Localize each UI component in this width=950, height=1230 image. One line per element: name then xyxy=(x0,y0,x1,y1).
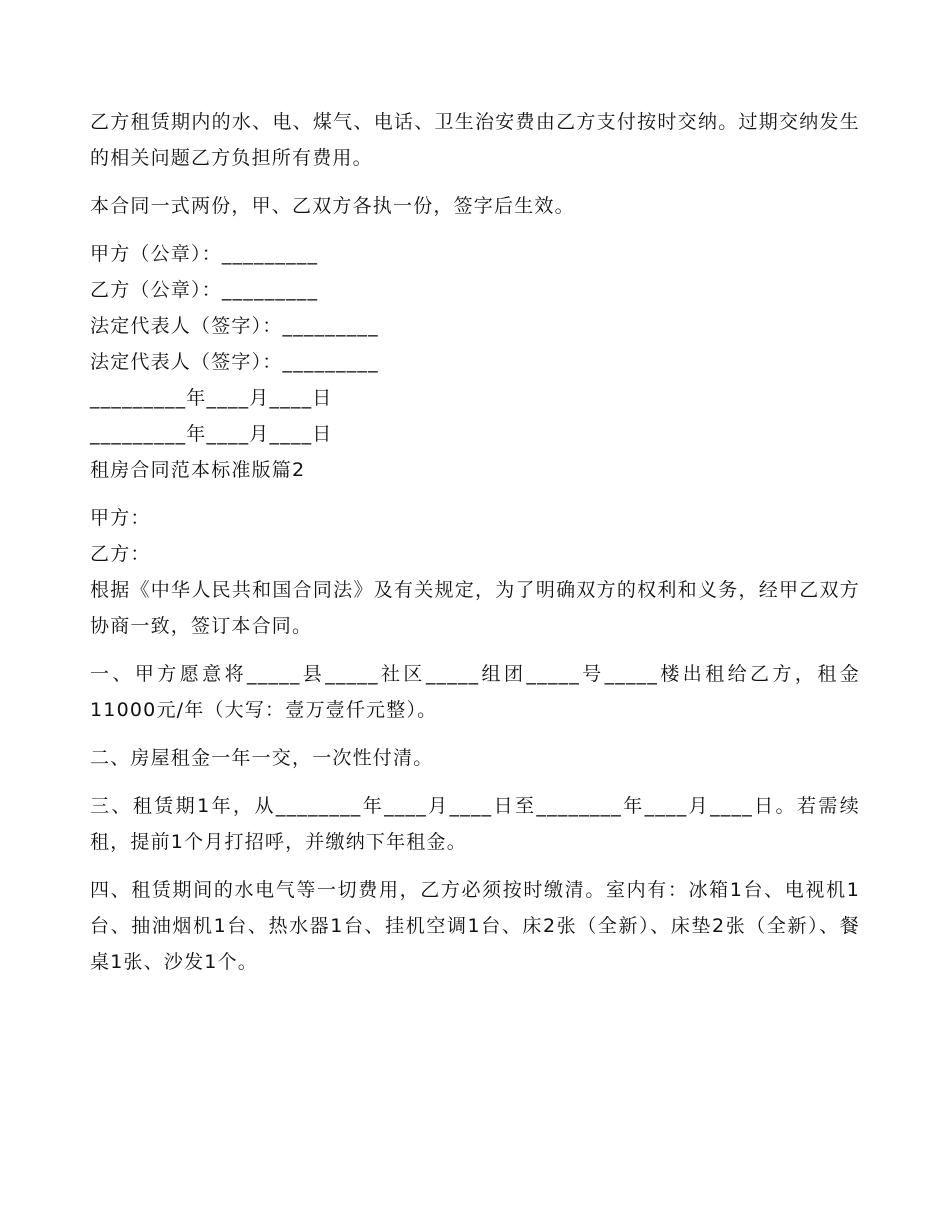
document-page xyxy=(90,104,860,992)
utilities-paragraph: 乙方租赁期内的水、电、煤气、电话、卫生治安费由乙方支付按时交纳。过期交纳发生的相关问题乙方负担所有费用。 xyxy=(90,111,860,169)
copies-paragraph: 本合同一式两份，甲、乙双方各执一份，签字后生效。 xyxy=(90,195,575,217)
party-b-label: 乙方： xyxy=(90,543,151,565)
clause-4: 四、租赁期间的水电气等一切费用，乙方必须按时缴清。室内有：冰箱1台、电视机1台、抽油烟机1台、热水器1台、挂机空调1台、床2张（全新）、床垫2张（全新）、餐桌1张、沙发1个。 xyxy=(90,879,860,973)
clause-2: 二、房屋租金一年一交，一次性付清。 xyxy=(90,747,434,769)
party-a-label: 甲方： xyxy=(90,507,151,529)
preamble-paragraph: 根据《中华人民共和国合同法》及有关规定，为了明确双方的权利和义务，经甲乙双方协商一致，签订本合同。 xyxy=(90,579,860,637)
legal-rep-signature-line: 法定代表人（签字）：_________ xyxy=(90,351,379,373)
legal-rep-signature-line: 法定代表人（签字）：_________ xyxy=(90,315,379,337)
date-line: _________年____月____日 xyxy=(90,423,333,445)
date-line: _________年____月____日 xyxy=(90,387,333,409)
signature-block xyxy=(90,236,860,452)
clause-1: 一、甲方愿意将_____县_____社区_____组团_____号_____楼出租给乙方，租金11000元/年（大写：壹万壹仟元整）。 xyxy=(90,663,860,721)
party-a-seal-line: 甲方（公章）：_________ xyxy=(90,243,319,265)
party-b-seal-line: 乙方（公章）：_________ xyxy=(90,279,319,301)
section-title: 租房合同范本标准版篇2 xyxy=(90,459,306,481)
clause-3: 三、租赁期1年，从________年____月____日至________年____月____日。若需续租，提前1个月打招呼，并缴纳下年租金。 xyxy=(90,795,860,853)
